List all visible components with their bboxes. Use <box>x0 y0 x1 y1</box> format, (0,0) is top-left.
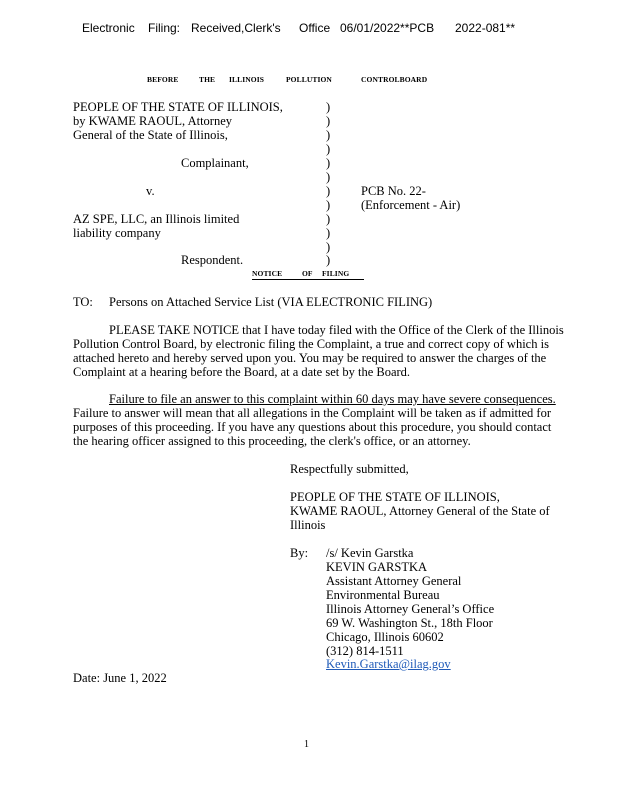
stamp-filing: Filing: <box>148 21 181 35</box>
date-line: Date: June 1, 2022 <box>73 671 167 685</box>
notice-paragraph-line: Pollution Control Board, by electronic filing the Complaint, a true and correct copy of which is <box>73 337 549 351</box>
to-text: Persons on Attached Service List (VIA ELECTRONIC FILING) <box>109 295 433 309</box>
notice-title-underline <box>252 279 364 280</box>
caption-paren: ) <box>326 170 331 184</box>
title-illinois: ILLINOIS <box>229 75 264 84</box>
warning-underlined-sentence: Failure to file an answer to this complaint within 60 days may have severe consequences. <box>109 392 556 406</box>
notice-paragraph-line: Complaint at a hearing before the Board, at a date set by the Board. <box>73 365 411 379</box>
caption-paren: ) <box>326 128 331 142</box>
notice-paragraph-line: PLEASE TAKE NOTICE that I have today filed with the Office of the Clerk of the Illinois <box>109 323 564 337</box>
caption-paren: ) <box>326 253 331 267</box>
attorney-name: KEVIN GARSTKA <box>326 560 428 574</box>
stamp-case-code: 2022-081** <box>455 21 516 35</box>
notice-title-notice: NOTICE <box>252 269 283 278</box>
caption-paren: ) <box>326 114 331 128</box>
caption-paren: ) <box>326 212 331 226</box>
defendant-line-1: AZ SPE, LLC, an Illinois limited <box>73 212 240 226</box>
caption-paren: ) <box>326 198 331 212</box>
case-type: (Enforcement - Air) <box>361 198 461 212</box>
signature-party-line-1: PEOPLE OF THE STATE OF ILLINOIS, <box>290 490 500 504</box>
attorney-phone: (312) 814-1511 <box>326 644 404 658</box>
attorney-office: Illinois Attorney General’s Office <box>326 602 495 616</box>
respondent-label: Respondent. <box>181 253 244 267</box>
plaintiff-line-1: PEOPLE OF THE STATE OF ILLINOIS, <box>73 100 283 114</box>
stamp-office: Office <box>299 21 331 35</box>
signature-party-line-3: Illinois <box>290 518 326 532</box>
notice-title-of: OF <box>302 269 313 278</box>
warning-paragraph-line: Failure to answer will mean that all allegations in the Complaint will be taken as if admitted for <box>73 406 552 420</box>
by-label: By: <box>290 546 309 560</box>
attorney-city: Chicago, Illinois 60602 <box>326 630 444 644</box>
caption-paren: ) <box>326 100 331 114</box>
warning-paragraph-line: the hearing officer assigned to this proceeding, the clerk's office, or an attorney. <box>73 434 471 448</box>
attorney-title: Assistant Attorney General <box>326 574 462 588</box>
stamp-date-code: 06/01/2022**PCB <box>340 21 435 35</box>
title-control-board: CONTROLBOARD <box>361 75 428 84</box>
page-number: 1 <box>304 739 309 750</box>
notice-paragraph <box>73 323 603 379</box>
attorney-bureau: Environmental Bureau <box>326 588 440 602</box>
electronic-signature: /s/ Kevin Garstka <box>326 546 414 560</box>
closing-text: Respectfully submitted, <box>290 462 409 476</box>
stamp-electronic: Electronic <box>82 21 135 35</box>
caption-paren: ) <box>326 156 331 170</box>
caption-paren: ) <box>326 226 331 240</box>
plaintiff-line-3: General of the State of Illinois, <box>73 128 228 142</box>
caption-paren: ) <box>326 184 331 198</box>
title-the: THE <box>199 75 216 84</box>
title-pollution: POLLUTION <box>286 75 332 84</box>
notice-paragraph-line: attached hereto and hereby served upon you. You may be required to answer the charges of the <box>73 351 547 365</box>
case-number: PCB No. 22- <box>361 184 426 198</box>
warning-paragraph <box>73 392 603 448</box>
versus-label: v. <box>146 184 155 198</box>
notice-title-filing: FILING <box>322 269 350 278</box>
signature-party-line-2: KWAME RAOUL, Attorney General of the State of <box>290 504 550 518</box>
attorney-street: 69 W. Washington St., 18th Floor <box>326 616 493 630</box>
plaintiff-line-2: by KWAME RAOUL, Attorney <box>73 114 233 128</box>
complainant-label: Complainant, <box>181 156 249 170</box>
caption-paren: ) <box>326 240 331 254</box>
warning-paragraph-line: purposes of this proceeding. If you have any questions about this procedure, you should contact <box>73 420 552 434</box>
stamp-received: Received,Clerk's <box>191 21 281 35</box>
to-label: TO: <box>73 295 93 309</box>
attorney-email-link[interactable]: Kevin.Garstka@ilag.gov <box>326 657 451 671</box>
caption-paren: ) <box>326 142 331 156</box>
defendant-line-2: liability company <box>73 226 161 240</box>
title-before: BEFORE <box>147 75 179 84</box>
